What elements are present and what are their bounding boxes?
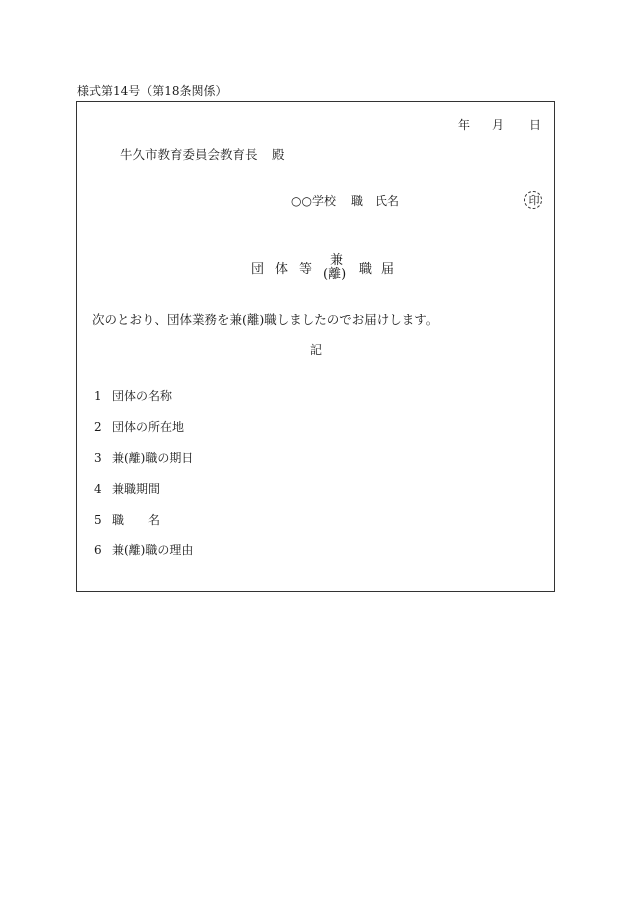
seal-stamp-icon: [524, 191, 542, 209]
title-char-5: 職: [359, 262, 373, 277]
date-year-label: 年: [458, 118, 471, 132]
item-label: 兼(離)職の理由: [112, 543, 194, 557]
statement-text: 次のとおり、団体業務を兼(離)職しましたのでお届けします。: [92, 312, 439, 327]
sender-name-label: 氏名: [375, 194, 400, 208]
sender-school: ○○学校: [291, 194, 336, 208]
item-number: 5: [94, 513, 102, 527]
item-number: 4: [94, 482, 102, 496]
item-label: 兼(離)職の期日: [112, 451, 194, 465]
seal-character: 印: [528, 194, 540, 207]
title-char-6: 届: [381, 262, 395, 277]
item-label: 団体の名称: [112, 389, 173, 403]
addressee-name: 牛久市教育委員会教育長: [120, 147, 258, 162]
item-number: 2: [94, 420, 102, 434]
sender-title-label: 職: [351, 194, 364, 208]
item-number: 3: [94, 451, 102, 465]
item-label: 兼職期間: [112, 482, 161, 496]
addressee-honorific: 殿: [272, 147, 285, 162]
list-item: [94, 390, 172, 402]
title-char-2: 体: [275, 262, 289, 277]
date-month-label: 月: [492, 118, 505, 132]
ki-heading: 記: [310, 343, 323, 357]
item-number: 1: [94, 389, 102, 403]
form-number-label: 様式第14号（第18条関係）: [77, 84, 228, 98]
item-label: 職 名: [112, 513, 161, 527]
title-char-4-top: 兼: [330, 253, 344, 268]
date-day-label: 日: [529, 118, 542, 132]
title-char-4-bottom: (離): [323, 267, 347, 282]
item-label: 団体の所在地: [112, 420, 185, 434]
title-char-3: 等: [299, 262, 313, 277]
list-item: [94, 514, 160, 526]
title-char-1: 団: [251, 262, 265, 277]
list-item: [94, 483, 160, 495]
list-item: [94, 544, 193, 556]
item-number: 6: [94, 543, 102, 557]
list-item: [94, 421, 184, 433]
list-item: [94, 452, 193, 464]
